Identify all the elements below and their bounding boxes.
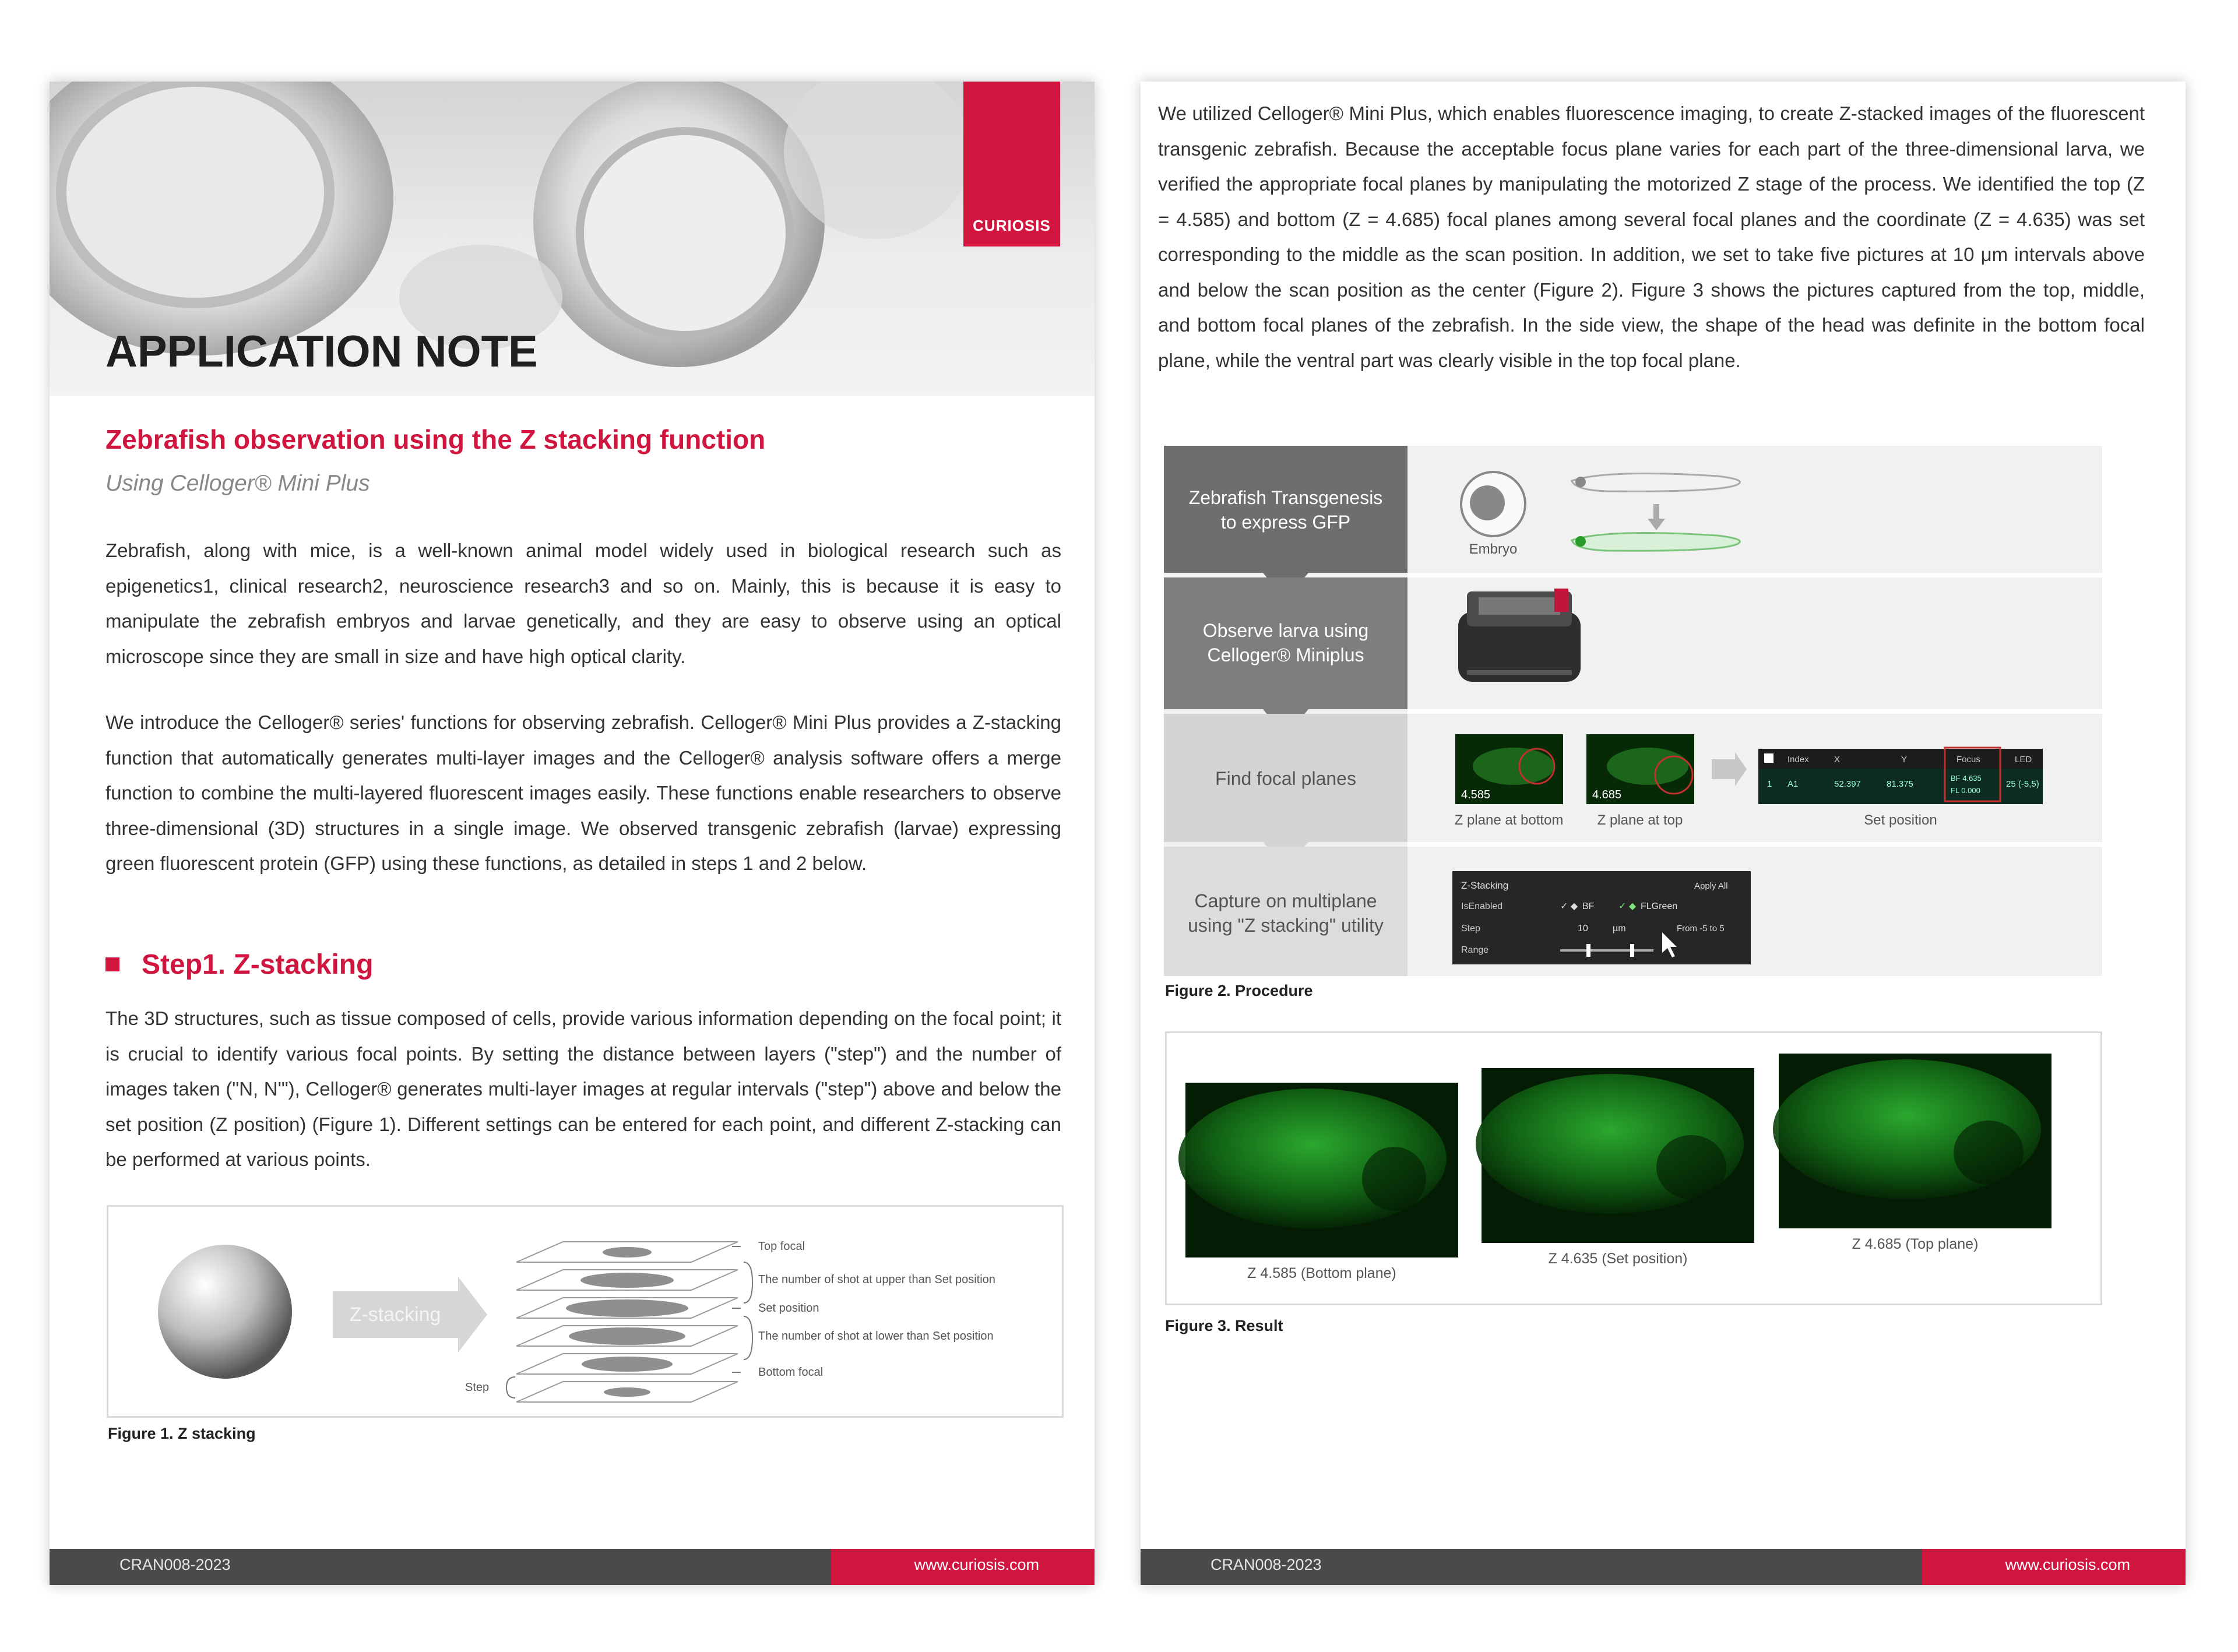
embryo-label: Embryo <box>1469 541 1518 557</box>
svg-text:Focus: Focus <box>1957 755 1980 765</box>
svg-text:BF: BF <box>1582 901 1595 911</box>
proc-step1-line2: to express GFP <box>1220 512 1351 533</box>
arrow-down-icon <box>1648 504 1665 530</box>
svg-text:25 (-5,5): 25 (-5,5) <box>2006 779 2039 789</box>
figure3-results <box>1165 1031 2102 1305</box>
fig1-label-upper: The number of shot at upper than Set position <box>758 1273 995 1286</box>
curiosis-brand-badge <box>963 82 1060 246</box>
svg-text:81.375: 81.375 <box>1887 779 1913 789</box>
page2-footer <box>1141 1549 2186 1585</box>
methods-paragraph: We utilized Celloger® Mini Plus, which enables fluorescence imaging, to create Z-stacked images of the fluorescent transgenic zebrafish. Because the acceptable focus plane varies for each part of the three-dimensional larva, we verified the appropriate focal planes by manipulating the motorized Z stage of the process. We identified the top (Z = 4.585) and bottom (Z = 4.685) focal planes among several focal planes and the coordinate (Z = 4.635) was set corresponding to the middle as the scan position. In addition, we set to take five pictures at 10 μm intervals above and below the scan position as the center (Figure 2). Figure 3 shows the pictures captured from the top, middle, and bottom focal planes of the zebrafish. In the side view, the shape of the head was definite in the bottom focal plane, while the ventral part was clearly visible in the top focal plane. <box>1158 103 2145 371</box>
proc-step1-line1: Zebrafish Transgenesis <box>1188 487 1383 508</box>
svg-text:A1: A1 <box>1787 779 1799 789</box>
svg-text:Index: Index <box>1787 755 1809 765</box>
stacked-layers-icon <box>516 1242 738 1402</box>
svg-text:FLGreen: FLGreen <box>1641 901 1678 911</box>
footer-url[interactable]: www.curiosis.com <box>914 1556 1039 1573</box>
thumb-bottom-value: 4.585 <box>1461 788 1491 801</box>
svg-text:52.397: 52.397 <box>1834 779 1861 789</box>
proc-step3: Find focal planes <box>1215 768 1356 789</box>
document-title: Zebrafish observation using the Z stacking function <box>105 424 766 455</box>
application-note-heading: APPLICATION NOTE <box>105 327 538 376</box>
svg-text:µm: µm <box>1613 924 1626 934</box>
result-label-top: Z 4.685 (Top plane) <box>1852 1236 1979 1252</box>
larva-gfp-icon <box>1572 533 1740 551</box>
fig1-label-set-position: Set position <box>758 1302 819 1315</box>
brand-text: CURIOSIS <box>973 217 1051 234</box>
thumb-top-value: 4.685 <box>1592 788 1622 801</box>
fig1-label-top-focal: Top focal <box>758 1240 805 1253</box>
svg-text:LED: LED <box>2015 755 2032 765</box>
step1-heading-text: Step1. Z-stacking <box>142 949 374 980</box>
result-top-plane <box>1773 1054 2052 1228</box>
footer-url[interactable]: www.curiosis.com <box>2005 1556 2130 1573</box>
plane-bottom-label: Z plane at bottom <box>1454 812 1564 828</box>
svg-text:Range: Range <box>1461 945 1489 955</box>
zstacking-arrow-label: Z-stacking <box>349 1304 441 1326</box>
bullet-square-icon <box>105 957 119 971</box>
result-label-set: Z 4.635 (Set position) <box>1548 1251 1688 1267</box>
plane-top-label: Z plane at top <box>1597 812 1683 828</box>
fig1-label-lower: The number of shot at lower than Set position <box>758 1330 994 1343</box>
page-1 <box>50 82 1095 1585</box>
footer-code: CRAN008-2023 <box>119 1556 231 1573</box>
svg-text:✓ ◆: ✓ ◆ <box>1560 901 1578 911</box>
range-slider-handle-min <box>1586 944 1590 957</box>
header-banner <box>50 82 1095 396</box>
proc-step2-line2: Celloger® Miniplus <box>1207 644 1364 665</box>
svg-text:10: 10 <box>1578 924 1588 934</box>
svg-text:Y: Y <box>1901 755 1908 765</box>
celloger-device-icon <box>1458 589 1581 682</box>
svg-text:1: 1 <box>1767 779 1772 789</box>
fig1-label-step: Step <box>465 1381 490 1394</box>
svg-text:Z-Stacking: Z-Stacking <box>1461 880 1509 891</box>
svg-text:From -5 to 5: From -5 to 5 <box>1677 924 1725 934</box>
footer-code: CRAN008-2023 <box>1211 1556 1322 1573</box>
result-label-bottom: Z 4.585 (Bottom plane) <box>1247 1265 1396 1281</box>
arrow-right-icon <box>1712 752 1747 786</box>
svg-text:Step: Step <box>1461 924 1480 934</box>
step1-paragraph: The 3D structures, such as tissue composed of cells, provide various information depending on the focal point; it is crucial to identify various focal points. By setting the distance between layers ("step") and the number of images taken ("N, N'"), Celloger® generates multi-layer images at regular intervals ("step") above and below the set position (Z position) (Figure 1). Different settings can be entered for each point, and different Z-stacking can be performed at various points. <box>105 1008 1061 1170</box>
figure2-procedure <box>1164 446 2102 976</box>
larva-plain-icon <box>1572 474 1740 492</box>
figure1-diagram <box>107 1205 1064 1418</box>
intro-paragraph: Zebrafish, along with mice, is a well-known animal model widely used in biological research such as epigenetics1, clinical research2, neuroscience research3 and so on. Mainly, this is because it is easy to manipulate the zebrafish embryos and larvae genetically, and they are easy to observe using an optical microscope since they are small in size and have high optical clarity. <box>105 540 1061 667</box>
svg-text:BF 4.635: BF 4.635 <box>1951 774 1982 783</box>
page1-footer <box>50 1549 1095 1585</box>
figure2-caption: Figure 2. Procedure <box>1165 982 1313 999</box>
svg-text:✓ ◆: ✓ ◆ <box>1618 901 1637 911</box>
range-slider-handle-max <box>1630 944 1634 957</box>
proc-step4-line1: Capture on multiplane <box>1194 890 1377 911</box>
result-set-position <box>1476 1068 1754 1243</box>
page-2 <box>1141 82 2186 1585</box>
fig1-label-bottom-focal: Bottom focal <box>758 1366 824 1379</box>
svg-text:X: X <box>1834 755 1841 765</box>
proc-step4-line2: using "Z stacking" utility <box>1188 915 1384 936</box>
svg-text:FL 0.000: FL 0.000 <box>1951 786 1980 795</box>
figure3-caption: Figure 3. Result <box>1165 1317 1283 1334</box>
figure1-caption: Figure 1. Z stacking <box>108 1425 256 1442</box>
sphere-icon <box>158 1245 292 1379</box>
overview-paragraph: We introduce the Celloger® series' functions for observing zebrafish. Celloger® Mini Plus provides a Z-stacking function that automatically generates multi-layer images and the Celloger® analysis software offers a merge function to combine the multi-layered fluorescent images easily. These functions enable researchers to observe three-dimensional (3D) structures in a single image. We observed transgenic zebrafish (larvae) expressing green fluorescent protein (GFP) using these functions, as detailed in steps 1 and 2 below. <box>105 711 1061 874</box>
svg-text:IsEnabled: IsEnabled <box>1461 901 1503 911</box>
set-position-label: Set position <box>1864 812 1937 828</box>
step1-heading <box>105 949 373 981</box>
proc-step2-line1: Observe larva using <box>1202 620 1369 641</box>
svg-text:Apply All: Apply All <box>1694 881 1728 891</box>
document-subtitle: Using Celloger® Mini Plus <box>105 471 370 496</box>
result-bottom-plane <box>1178 1083 1458 1258</box>
